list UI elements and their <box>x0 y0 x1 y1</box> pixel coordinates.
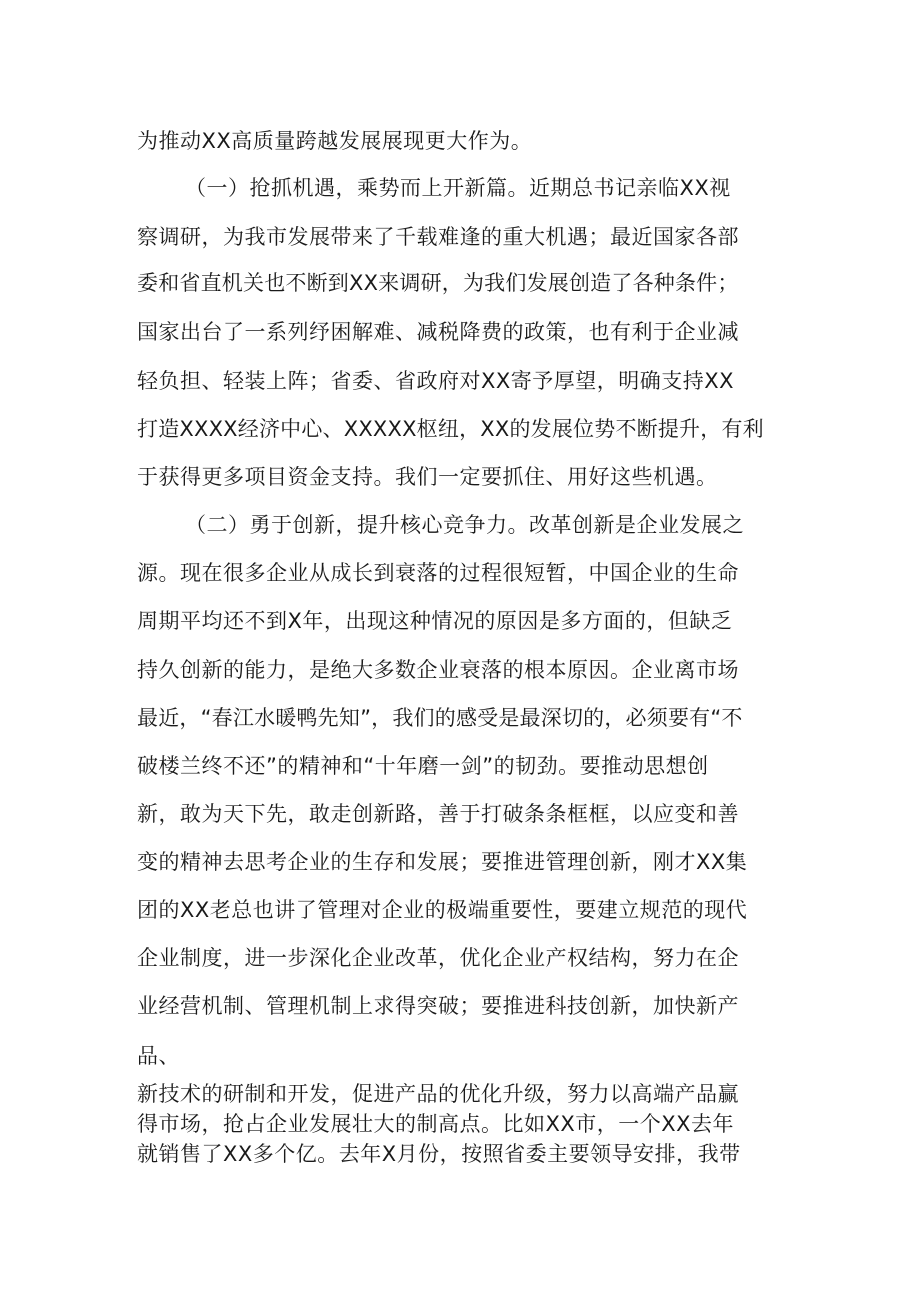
text-line-7: 打造XXXX经济中心、XXXXX枢纽，XX的发展位势不断提升，有利 <box>137 417 764 441</box>
text-line-4: 委和省直机关也不断到XX来调研，为我们发展创造了各种条件； <box>137 271 739 295</box>
text-line-3: 察调研，为我市发展带来了千载难逢的重大机遇；最近国家各部 <box>137 225 739 249</box>
text-line-21: 新技术的研制和开发，促进产品的优化升级，努力以高端产品赢 <box>137 1082 739 1106</box>
text-line-9: （二）勇于创新，提升核心竞争力。改革创新是企业发展之 <box>185 513 744 537</box>
text-line-5: 国家出台了一系列纾困解难、减税降费的政策，也有利于企业减 <box>137 320 739 344</box>
text-line-18: 企业制度，进一步深化企业改革，优化企业产权结构，努力在企 <box>137 946 739 970</box>
text-line-11: 周期平均还不到X年，出现这种情况的原因是多方面的，但缺乏 <box>137 609 733 633</box>
text-line-19: 业经营机制、管理机制上求得突破；要推进科技创新，加快新产 <box>137 994 739 1018</box>
text-line-2: （一）抢抓机遇，乘势而上开新篇。近期总书记亲临XX视 <box>185 176 731 200</box>
text-line-1: 为推动XX高质量跨越发展展现更大作为。 <box>137 129 533 153</box>
text-line-22: 得市场，抢占企业发展壮大的制高点。比如XX市，一个XX去年 <box>137 1112 735 1136</box>
text-line-13: 最近，“春江水暖鸭先知”，我们的感受是最深切的，必须要有“不 <box>137 706 743 730</box>
text-line-16: 变的精神去思考企业的生存和发展；要推进管理创新，刚才XX集 <box>137 850 748 874</box>
text-line-12: 持久创新的能力，是绝大多数企业衰落的根本原因。企业离市场 <box>137 658 739 682</box>
text-line-17: 团的XX老总也讲了管理对企业的极端重要性，要建立规范的现代 <box>137 898 748 922</box>
text-line-23: 就销售了XX多个亿。去年X月份，按照省委主要领导安排，我带 <box>137 1142 741 1166</box>
text-line-20: 品、 <box>137 1044 180 1068</box>
text-line-8: 于获得更多项目资金支持。我们一定要抓住、用好这些机遇。 <box>137 465 718 489</box>
text-line-14: 破楼兰终不还”的精神和“十年磨一剑”的韧劲。要推动思想创 <box>137 754 709 778</box>
text-line-10: 源。现在很多企业从成长到衰落的过程很短暂，中国企业的生命 <box>137 561 739 585</box>
text-line-15: 新，敢为天下先，敢走创新路，善于打破条条框框，以应变和善 <box>137 802 739 826</box>
text-line-6: 轻负担、轻装上阵；省委、省政府对XX寄予厚望，明确支持XX <box>137 369 735 393</box>
